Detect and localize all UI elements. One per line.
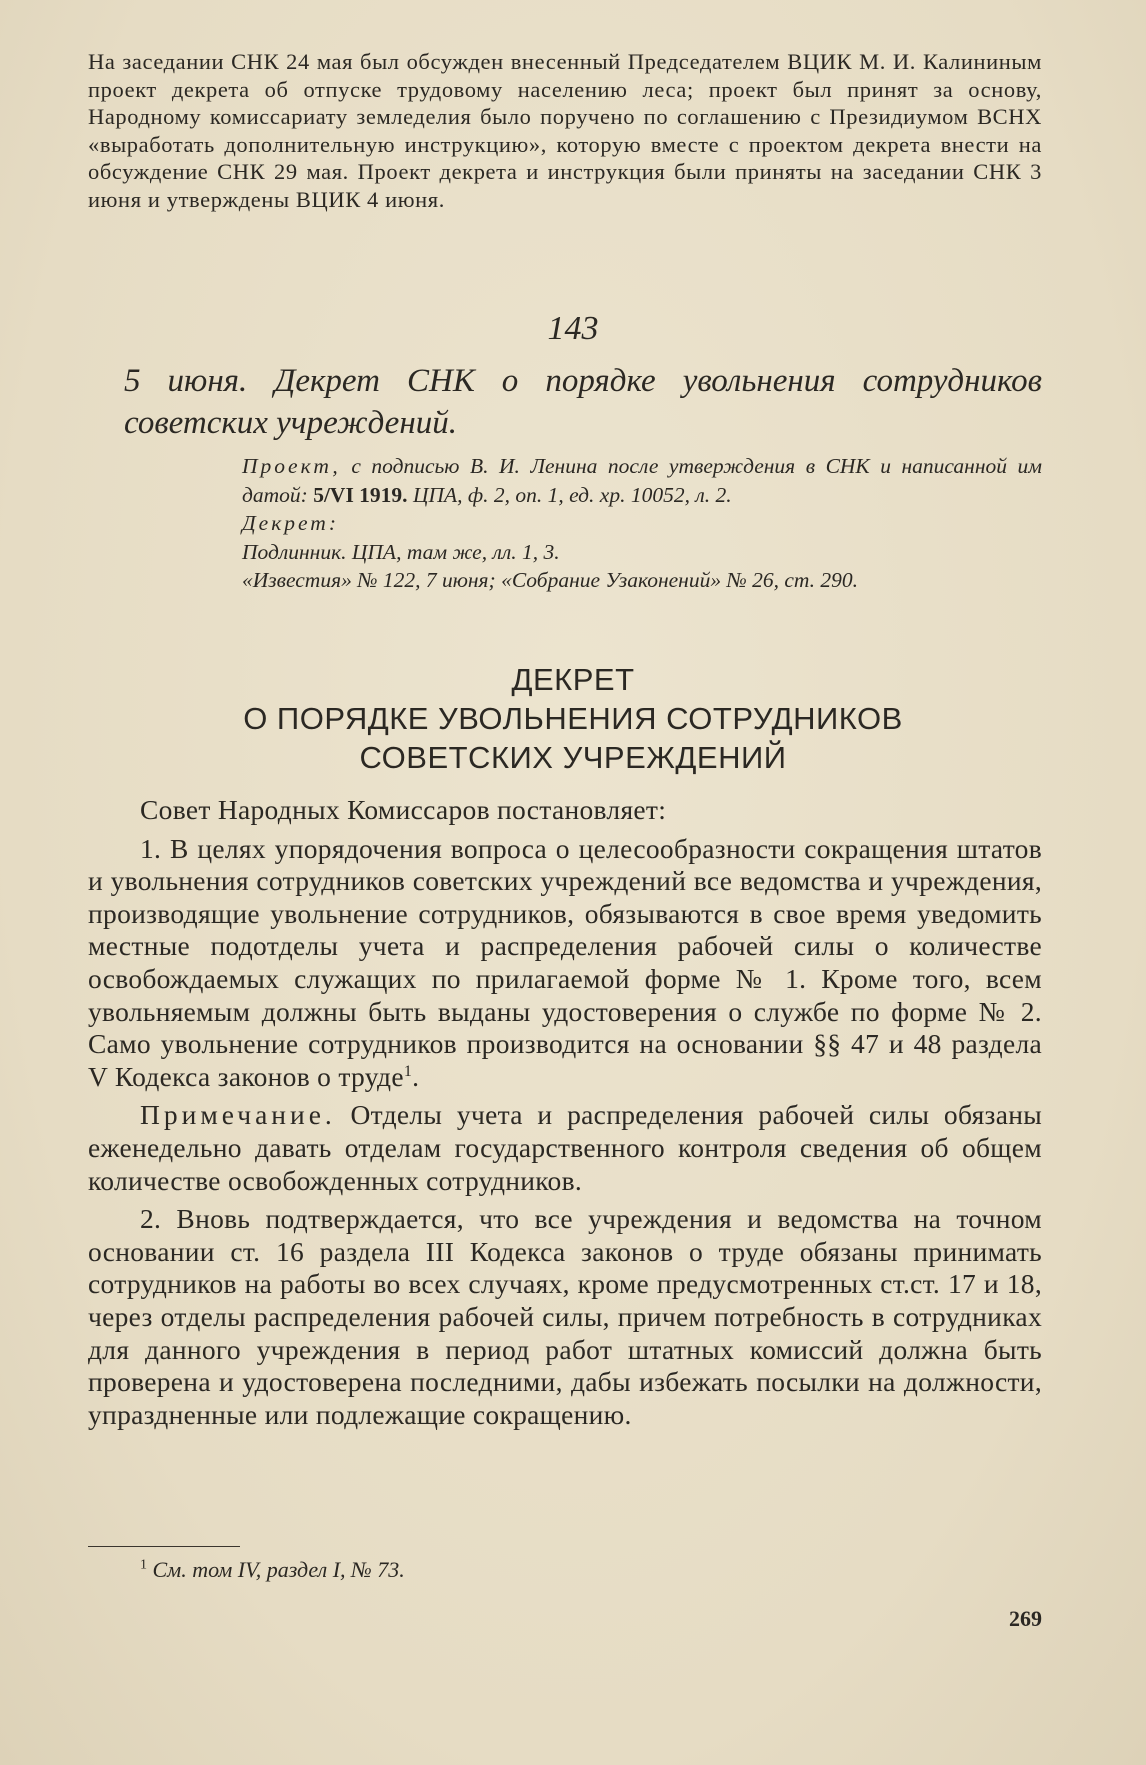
footnote <box>140 1556 840 1584</box>
clause-1 <box>88 833 1042 1094</box>
decree-label-line <box>242 509 1042 538</box>
page-number: 269 <box>1009 1606 1042 1631</box>
title-line-2: О ПОРЯДКЕ УВОЛЬНЕНИЯ СОТРУДНИКОВ <box>243 701 903 736</box>
draft-date: 5/VI 1919. <box>313 482 408 507</box>
decree-body <box>88 794 1042 1431</box>
document-heading: 5 июня. Декрет СНК о порядке увольнения сотрудников советских учреждений. <box>124 363 1042 441</box>
original-reference: Подлинник. ЦПА, там же, лл. 1, 3. <box>242 539 560 564</box>
document-number: 143 <box>547 310 599 347</box>
footnote-text: См. том IV, раздел I, № 73. <box>152 1557 405 1582</box>
title-line-1: ДЕКРЕТ <box>511 662 635 697</box>
note-text: Отделы учета и распределения рабочей силы обязаны еженедельно давать отделам государственного контроля сведения об общем количестве освобожденных сотрудников. <box>88 1099 1042 1196</box>
draft-label: Проект, <box>242 454 341 478</box>
decree-label: Декрет: <box>242 511 339 535</box>
note <box>88 1099 1042 1197</box>
clause-1-footnote-mark: 1 <box>403 1062 413 1080</box>
intro-paragraph: На заседании СНК 24 мая был обсужден внесенный Председателем ВЦИК М. И. Калининым проект декрета об отпуске трудовому населению леса; проект был принят за основу, Народному комиссариату земледелия было поручено по соглашению с Президиумом ВСНХ «выработать дополнительную инструкцию», которую вместе с проектом декрета внести на обсуждение СНК 29 мая. Проект декрета и инструкция были приняты на заседании СНК 3 июня и утверждены ВЦИК 4 июня. <box>88 49 1042 212</box>
clause-1-end: . <box>412 1060 420 1092</box>
clause-1-text: 1. В целях упорядочения вопроса о целесообразности сокращения штатов и увольнения сотрудников советских учреждений все ведомства и учреждения, производящие увольнение сотрудников, обязываются в свое время уведомить местные подотделы учета и распределения рабочей силы о количестве освобождаемых служащих по прилагаемой форме № 1. Кроме того, всем увольняемым должны быть выданы удостоверения о службе по форме № 2. Само увольнение сотрудников производится на основании §§ 47 и 48 раздела V Кодекса законов о труде <box>88 832 1042 1092</box>
title-line-3: СОВЕТСКИХ УЧРЕЖДЕНИЙ <box>359 740 787 775</box>
footnote-mark: 1 <box>140 1557 147 1573</box>
draft-text: с подписью В. И. Ленина после утверждения в СНК и написанной им датой: <box>242 454 1042 507</box>
draft-archive: ЦПА, ф. 2, оп. 1, ед. хр. 10052, л. 2. <box>412 482 732 507</box>
clause-2: 2. Вновь подтверждается, что все учреждения и ведомства на точном основании ст. 16 раздела III Кодекса законов о труде обязаны принимать сотрудников на работы во всех случаях, кроме предусмотренных ст.ст. 17 и 18, через отделы распределения рабочей силы, причем потребность в сотрудниках для данного учреждения в период работ штатных комиссий должна быть проверена и удостоверена последними, дабы избежать посылки на должности, упраздненные или подлежащие сокращению. <box>88 1203 1042 1430</box>
note-label: Примечание. <box>140 1099 336 1131</box>
source-references <box>242 452 1042 595</box>
publication-reference: «Известия» № 122, 7 июня; «Собрание Узаконений» № 26, ст. 290. <box>242 568 859 592</box>
footnote-divider <box>88 1546 240 1547</box>
decree-title <box>0 660 1146 777</box>
preamble: Совет Народных Комиссаров постановляет: <box>140 794 667 825</box>
draft-reference <box>242 452 1042 509</box>
